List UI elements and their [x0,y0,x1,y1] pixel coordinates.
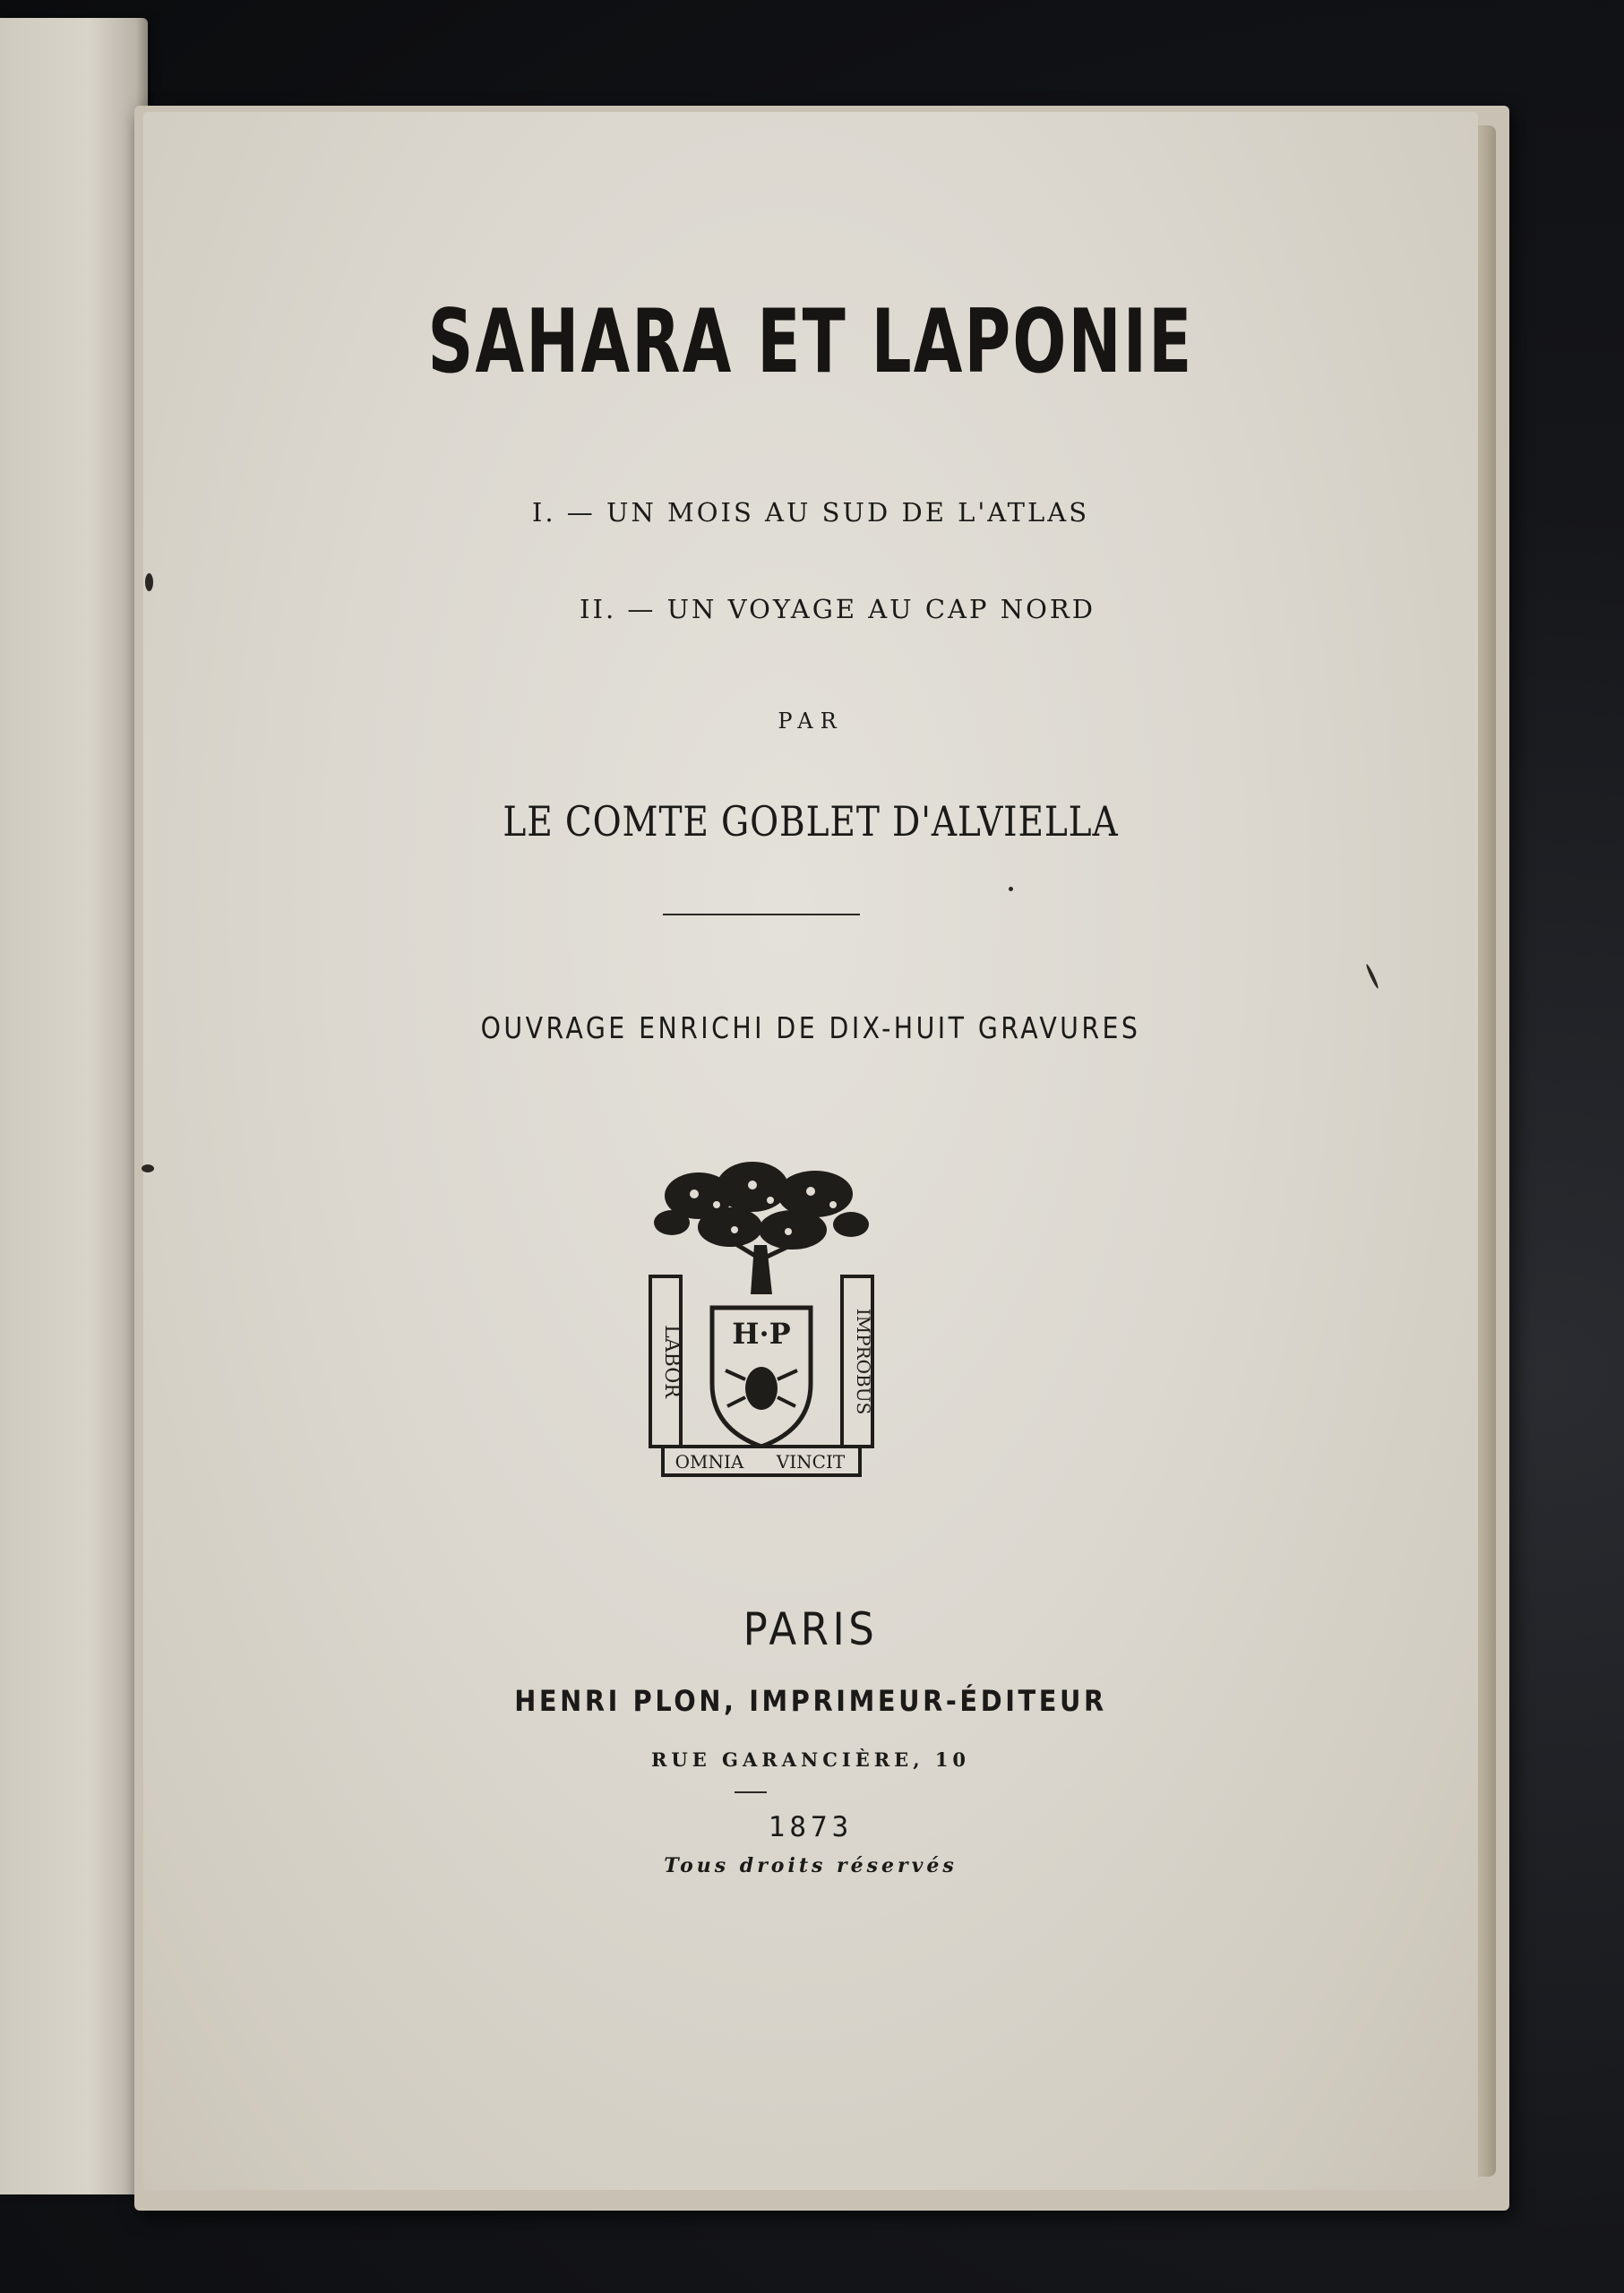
printer-mark-tree-shield-icon [645,1160,878,1482]
publication-year: 1873 [768,1811,854,1843]
city: PARIS [743,1603,879,1655]
part-two: II. — UN VOYAGE AU CAP NORD [580,594,1096,624]
title-page [143,112,1478,2190]
ribbon-right-text: VINCIT [776,1451,846,1473]
banner-left-text: LABOR [660,1325,683,1398]
part-one: I. — UN MOIS AU SUD DE L'ATLAS [531,497,1090,528]
author-name: LE COMTE GOBLET D'ALVIELLA [503,797,1119,846]
paper-fleck [145,573,153,591]
monogram-text: H·P [732,1317,791,1351]
by-label: PAR [778,709,844,734]
short-divider [735,1791,767,1793]
divider-rule [663,914,860,915]
rights-notice: Tous droits réservés [664,1854,958,1877]
paper-fleck [1009,887,1013,891]
publisher: HENRI PLON, IMPRIMEUR-ÉDITEUR [514,1684,1107,1718]
book-title: SAHARA ET LAPONIE [427,291,1194,393]
ribbon-left-text: OMNIA [675,1451,744,1473]
banner-right-text: IMPROBUS [853,1308,874,1415]
left-page-edge [0,18,148,2194]
subtitle-engravings: OUVRAGE ENRICHI DE DIX-HUIT GRAVURES [480,1010,1141,1045]
paper-fleck [142,1164,154,1172]
publisher-address: RUE GARANCIÈRE, 10 [650,1748,971,1771]
